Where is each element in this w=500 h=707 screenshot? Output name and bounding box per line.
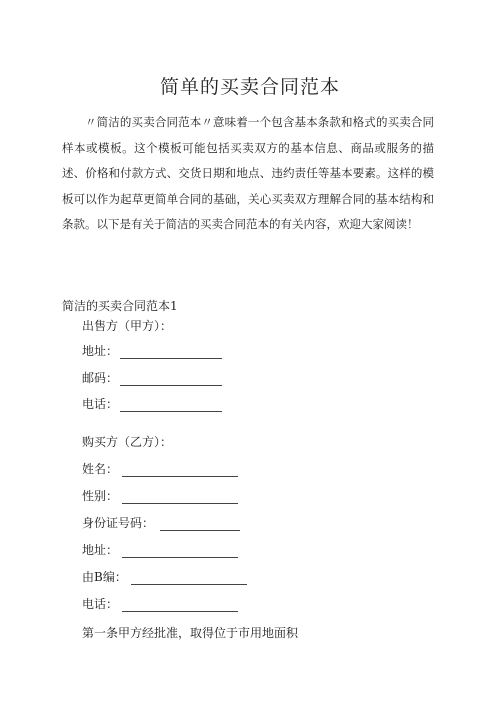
seller-postcode-field[interactable] bbox=[120, 373, 222, 386]
seller-phone-row bbox=[82, 395, 222, 412]
intro-paragraph bbox=[62, 110, 434, 238]
seller-phone-label: 电话： bbox=[82, 397, 119, 411]
buyer-address-field[interactable] bbox=[122, 545, 238, 558]
buyer-postcode-field[interactable] bbox=[131, 572, 247, 585]
buyer-postcode-row bbox=[82, 568, 247, 585]
buyer-phone-field[interactable] bbox=[122, 599, 238, 612]
buyer-address-row bbox=[82, 541, 238, 558]
article-1: 第一条甲方经批准，取得位于市用地面积 bbox=[82, 626, 299, 640]
seller-address-row bbox=[82, 342, 222, 359]
seller-phone-field[interactable] bbox=[120, 399, 222, 412]
buyer-heading: 购买方（乙方）： bbox=[82, 435, 173, 449]
seller-postcode-label: 邮码： bbox=[82, 371, 119, 385]
buyer-id-row bbox=[82, 514, 240, 531]
buyer-gender-row bbox=[82, 487, 238, 504]
buyer-name-field[interactable] bbox=[122, 464, 238, 477]
section-heading: 简洁的买卖合同范本1 bbox=[62, 299, 178, 313]
buyer-phone-row bbox=[82, 595, 238, 612]
buyer-gender-field[interactable] bbox=[122, 491, 238, 504]
buyer-name-row bbox=[82, 460, 238, 477]
buyer-phone-label: 电话： bbox=[82, 597, 119, 611]
document-title: 简单的买卖合同范本 bbox=[159, 76, 340, 98]
seller-heading: 出售方（甲方）： bbox=[82, 319, 173, 333]
buyer-address-label: 地址： bbox=[82, 543, 119, 557]
buyer-id-label: 身份证号码： bbox=[82, 516, 155, 530]
buyer-id-field[interactable] bbox=[160, 518, 240, 531]
seller-postcode-row bbox=[82, 369, 222, 386]
intro-text: 〃简洁的买卖合同范本〃意味着一个包含基本条款和格式的买卖合同样本或模板。这个模板可能包括买卖双方的基本信息、商品或服务的描述、价格和付款方式、交货日期和地点、违约责任等基本要素。这样的模板可以作为起草更简单合同的基础，关心买卖双方理解合同的基本结构和条款。以下是有关于简洁的买卖合同范本的有关内容，欢迎大家阅读！ bbox=[62, 115, 434, 231]
buyer-name-label: 姓名： bbox=[82, 462, 119, 476]
buyer-postcode-label: 由B编： bbox=[82, 570, 127, 584]
buyer-gender-label: 性别： bbox=[82, 489, 119, 503]
seller-address-label: 地址： bbox=[82, 344, 119, 358]
seller-address-field[interactable] bbox=[120, 346, 222, 359]
